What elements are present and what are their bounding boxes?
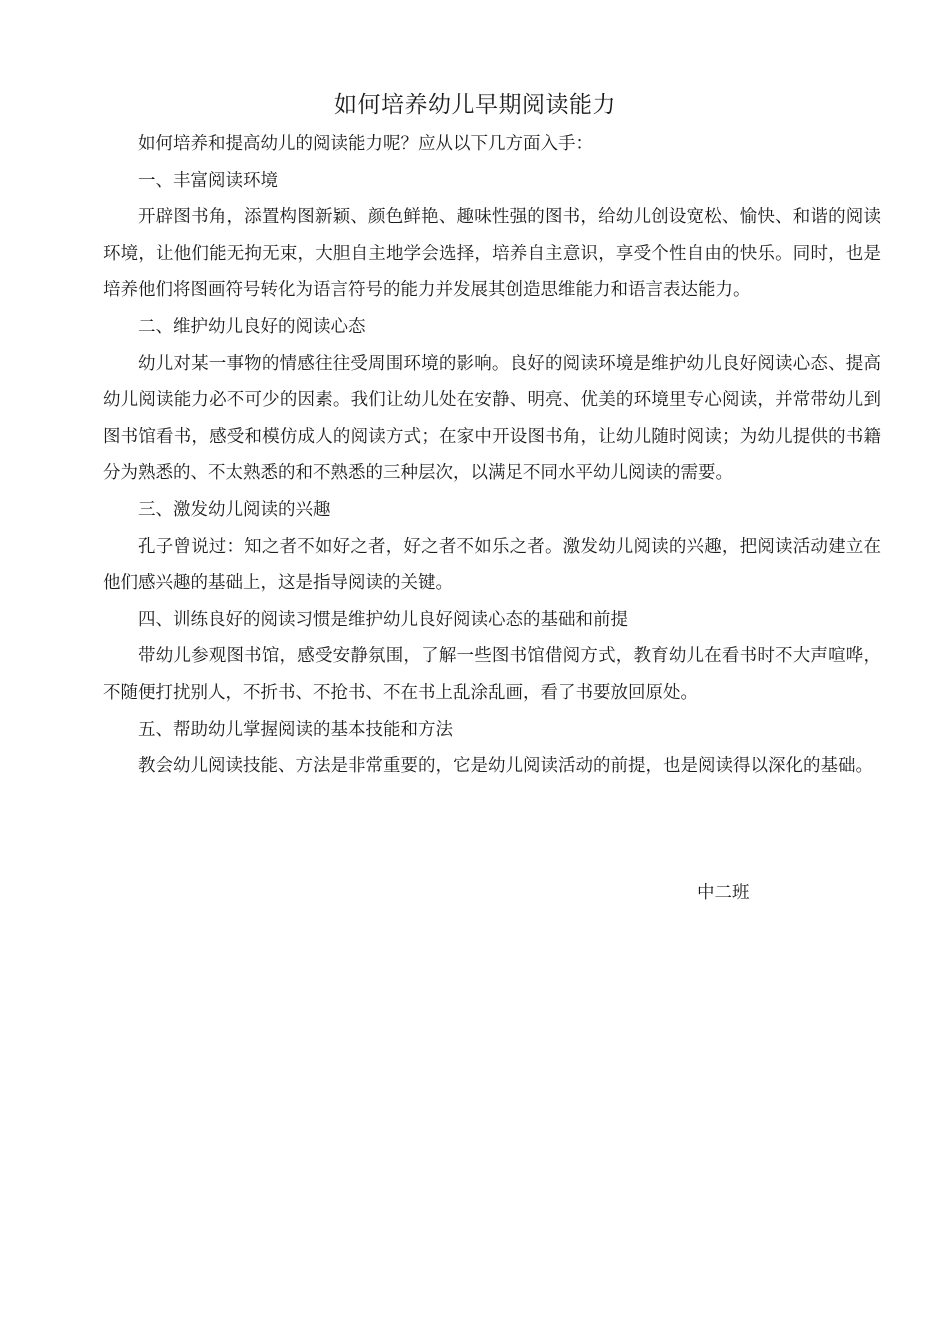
class-signature: 中二班 (697, 883, 750, 903)
section-heading-3: 三、激发幼儿阅读的兴趣 (138, 499, 331, 520)
document-body (103, 126, 881, 785)
document-title: 如何培养幼儿早期阅读能力 (334, 92, 616, 118)
section-text-1: 开辟图书角，添置构图新颖、颜色鲜艳、趣味性强的图书，给幼儿创设宽松、愉快、和谐的阅读环境，让他们能无拘无束，大胆自主地学会选择，培养自主意识，享受个性自由的快乐。同时，也是培养他们将图画符号转化为语言符号的能力并发展其创造思维能力和语言表达能力。 (103, 207, 881, 301)
section-heading-1: 一、丰富阅读环境 (138, 170, 278, 191)
section-text-2: 幼儿对某一事物的情感往往受周围环境的影响。良好的阅读环境是维护幼儿良好阅读心态、提高幼儿阅读能力必不可少的因素。我们让幼儿处在安静、明亮、优美的环境里专心阅读，并常带幼儿到图书馆看书，感受和模仿成人的阅读方式；在家中开设图书角，让幼儿随时阅读；为幼儿提供的书籍分为熟悉的、不太熟悉的和不熟悉的三种层次，以满足不同水平幼儿阅读的需要。 (103, 353, 881, 484)
section-heading-4: 四、训练良好的阅读习惯是维护幼儿良好阅读心态的基础和前提 (138, 609, 628, 630)
intro-paragraph: 如何培养和提高幼儿的阅读能力呢？应从以下几方面入手： (138, 134, 593, 154)
section-heading-5: 五、帮助幼儿掌握阅读的基本技能和方法 (138, 719, 453, 740)
section-text-3: 孔子曾说过：知之者不如好之者，好之者不如乐之者。激发幼儿阅读的兴趣，把阅读活动建立在他们感兴趣的基础上，这是指导阅读的关键。 (103, 536, 881, 594)
section-heading-2: 二、维护幼儿良好的阅读心态 (138, 316, 366, 337)
section-text-5: 教会幼儿阅读技能、方法是非常重要的，它是幼儿阅读活动的前提，也是阅读得以深化的基础。 (138, 756, 873, 777)
section-text-4: 带幼儿参观图书馆，感受安静氛围，了解一些图书馆借阅方式，教育幼儿在看书时不大声喧哗，不随便打扰别人，不折书、不抢书、不在书上乱涂乱画，看了书要放回原处。 (103, 646, 881, 703)
